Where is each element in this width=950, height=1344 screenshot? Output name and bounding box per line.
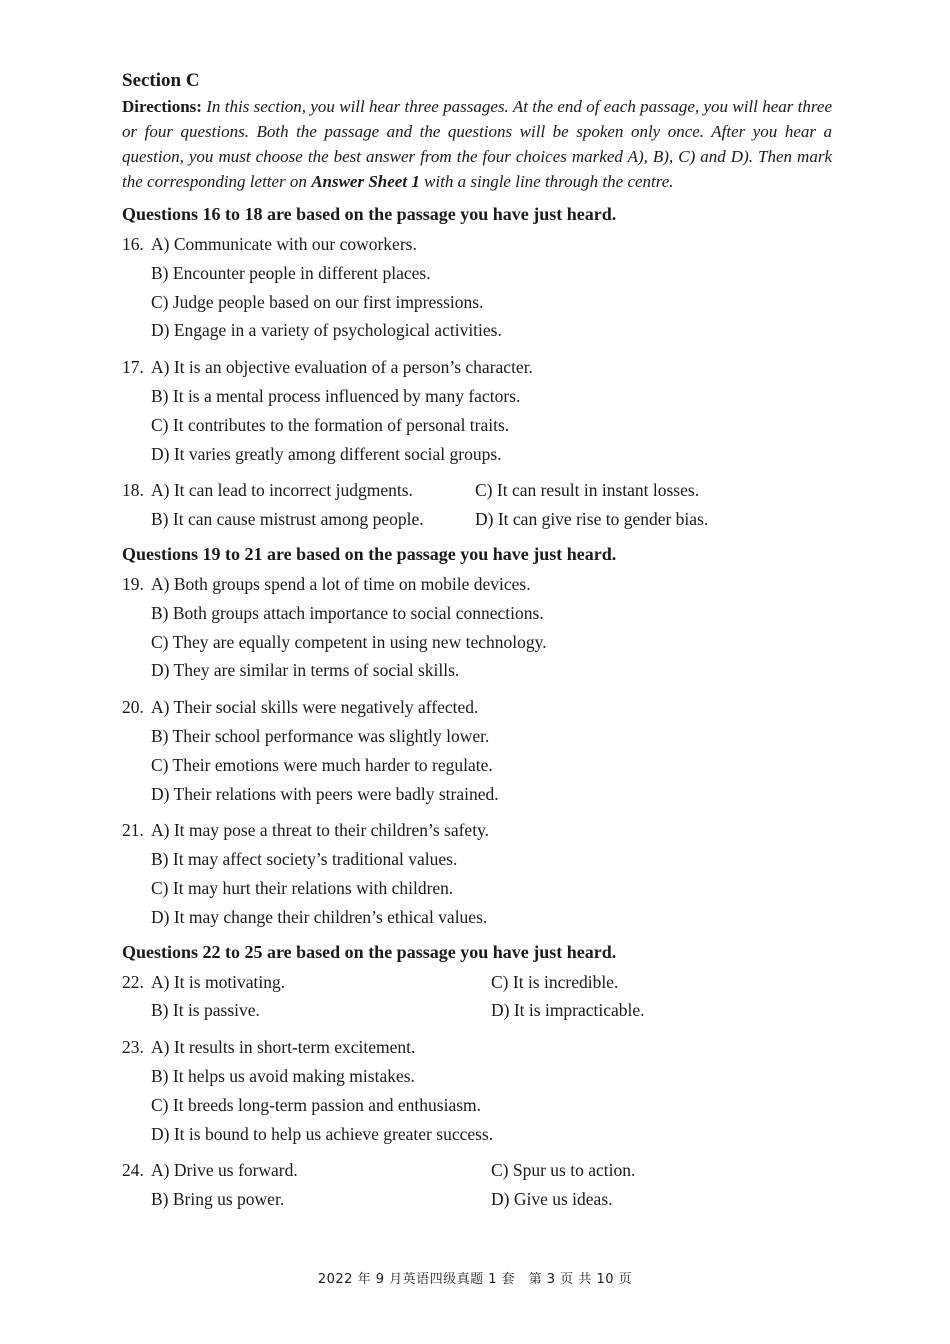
directions — [122, 94, 832, 194]
question-number: 21. — [122, 820, 144, 841]
directions-label: Directions: — [122, 97, 202, 116]
option-b[interactable]: B) It helps us avoid making mistakes. — [151, 1065, 415, 1086]
option-d[interactable]: D) Give us ideas. — [491, 1189, 613, 1210]
option-c[interactable]: C) They are equally competent in using new technology. — [151, 631, 547, 652]
option-d[interactable]: D) It may change their children’s ethical values. — [151, 906, 488, 927]
question-number: 20. — [122, 697, 144, 718]
directions-text: In this section, you will hear three passages. At the end of each passage, you will hear three or four questions. Both the passage and the questions will be spoken only once. After you hear a question, you must choose the best answer from the four choices marked A), B), C) and D). Then mark the corresponding letter on — [122, 97, 832, 191]
option-b[interactable]: B) It is passive. — [151, 1000, 260, 1021]
option-a[interactable]: A) Their social skills were negatively affected. — [151, 697, 479, 718]
section-title: Section C — [122, 70, 200, 91]
option-d[interactable]: D) They are similar in terms of social skills. — [151, 660, 460, 681]
option-c[interactable]: C) It may hurt their relations with children. — [151, 877, 454, 898]
option-c[interactable]: C) It is incredible. — [491, 971, 619, 992]
option-c[interactable]: C) Spur us to action. — [491, 1160, 636, 1181]
option-a[interactable]: A) It results in short-term excitement. — [151, 1037, 416, 1058]
option-c[interactable]: C) It can result in instant losses. — [475, 480, 700, 501]
question-20 — [122, 693, 832, 808]
option-b[interactable]: B) Their school performance was slightly lower. — [151, 725, 490, 746]
option-c[interactable]: C) Their emotions were much harder to regulate. — [151, 754, 493, 775]
option-d[interactable]: D) It is bound to help us achieve greater success. — [151, 1123, 494, 1144]
option-b[interactable]: B) It may affect society’s traditional values. — [151, 849, 458, 870]
question-number: 24. — [122, 1160, 144, 1181]
group-heading-16-18: Questions 16 to 18 are based on the passage you have just heard. — [122, 204, 617, 224]
option-d[interactable]: D) It is impracticable. — [491, 1000, 645, 1021]
option-c[interactable]: C) It breeds long-term passion and enthusiasm. — [151, 1094, 482, 1115]
question-number: 19. — [122, 573, 144, 594]
question-18 — [122, 476, 832, 534]
question-number: 22. — [122, 971, 144, 992]
question-22 — [122, 968, 832, 1026]
answer-sheet-ref: Answer Sheet 1 — [311, 172, 420, 191]
option-a[interactable]: A) It can lead to incorrect judgments. — [151, 480, 413, 501]
option-b[interactable]: B) Both groups attach importance to social connections. — [151, 602, 544, 623]
question-number: 16. — [122, 234, 144, 254]
question-23 — [122, 1033, 832, 1148]
option-c[interactable]: C) It contributes to the formation of personal traits. — [151, 414, 510, 435]
question-number: 18. — [122, 480, 144, 501]
option-a[interactable]: A) Both groups spend a lot of time on mobile devices. — [151, 573, 531, 594]
option-a[interactable]: A) It is an objective evaluation of a person’s character. — [151, 357, 533, 378]
option-b[interactable]: B) Encounter people in different places. — [151, 262, 431, 283]
exam-page — [122, 68, 832, 1222]
option-a[interactable]: A) It may pose a threat to their children’s safety. — [151, 820, 490, 841]
question-21 — [122, 816, 832, 931]
question-number: 17. — [122, 357, 144, 378]
option-d[interactable]: D) It can give rise to gender bias. — [475, 509, 709, 530]
group-heading-22-25: Questions 22 to 25 are based on the passage you have just heard. — [122, 941, 617, 962]
option-d[interactable]: D) It varies greatly among different social groups. — [151, 443, 502, 464]
option-b[interactable]: B) It is a mental process influenced by many factors. — [151, 385, 521, 406]
question-16 — [122, 230, 832, 345]
question-24 — [122, 1156, 832, 1214]
option-a[interactable]: A) Drive us forward. — [151, 1160, 298, 1181]
option-b[interactable]: B) Bring us power. — [151, 1189, 285, 1210]
question-19 — [122, 570, 832, 685]
page-footer: 2022 年 9 月英语四级真题 1 套 第 3 页 共 10 页 — [317, 1272, 633, 1287]
option-d[interactable]: D) Engage in a variety of psychological activities. — [151, 320, 502, 341]
question-number: 23. — [122, 1037, 144, 1058]
option-a[interactable]: A) Communicate with our coworkers. — [151, 234, 417, 254]
directions-text-end: with a single line through the centre. — [419, 172, 674, 191]
option-d[interactable]: D) Their relations with peers were badly strained. — [151, 783, 499, 804]
group-heading-19-21: Questions 19 to 21 are based on the passage you have just heard. — [122, 543, 617, 564]
option-b[interactable]: B) It can cause mistrust among people. — [151, 509, 424, 530]
option-c[interactable]: C) Judge people based on our first impressions. — [151, 291, 484, 312]
question-17 — [122, 353, 832, 468]
option-a[interactable]: A) It is motivating. — [151, 971, 286, 992]
